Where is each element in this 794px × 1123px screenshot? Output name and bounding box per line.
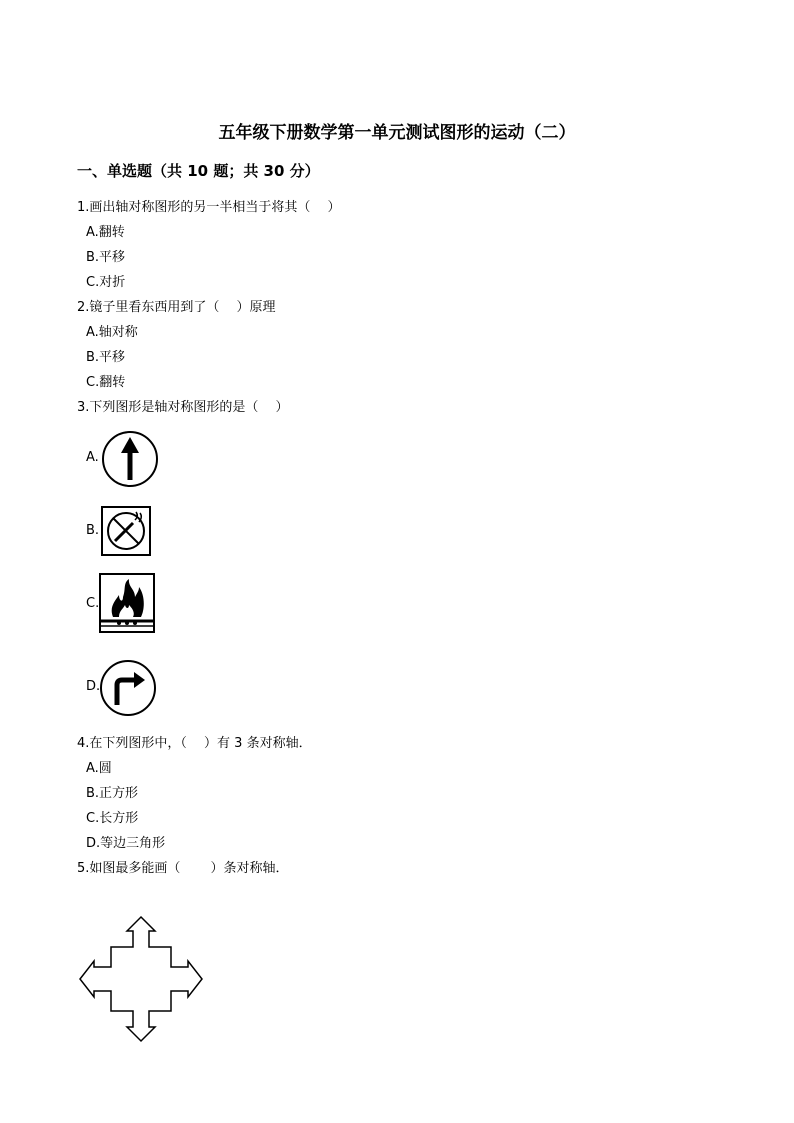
question-4-option-c: C.长方形 <box>86 811 139 826</box>
no-smoking-sign-icon <box>101 506 151 556</box>
question-3-option-a: A. <box>86 450 99 465</box>
question-1-option-b: B.平移 <box>86 250 126 265</box>
four-arrow-cross-icon <box>76 914 206 1044</box>
question-1-option-a: A.翻转 <box>86 225 125 240</box>
question-2: 2.镜子里看东西用到了（ ）原理 <box>77 300 276 315</box>
fire-sign-icon <box>99 573 155 633</box>
up-arrow-sign-icon <box>101 430 159 488</box>
question-4-option-a: A.圆 <box>86 761 112 776</box>
question-3-option-d: D. <box>86 679 101 694</box>
question-2-option-b: B.平移 <box>86 350 126 365</box>
question-4-option-b: B.正方形 <box>86 786 139 801</box>
page-title: 五年级下册数学第一单元测试图形的运动（二） <box>218 123 576 143</box>
question-3: 3.下列图形是轴对称图形的是（ ） <box>77 400 289 415</box>
question-3-option-c: C. <box>86 596 100 611</box>
section-heading: 一、单选题（共 10 题；共 30 分） <box>77 162 320 180</box>
question-2-option-c: C.翻转 <box>86 375 126 390</box>
question-5: 5.如图最多能画（ ）条对称轴． <box>77 861 289 876</box>
question-4-option-d: D.等边三角形 <box>86 836 166 851</box>
question-1: 1.画出轴对称图形的另一半相当于将其（ ） <box>77 200 341 215</box>
right-turn-sign-icon <box>99 659 157 717</box>
question-3-option-b: B. <box>86 523 100 538</box>
question-4: 4.在下列图形中，（ ）有 3 条对称轴． <box>77 736 312 751</box>
question-2-option-a: A.轴对称 <box>86 325 138 340</box>
question-1-option-c: C.对折 <box>86 275 126 290</box>
